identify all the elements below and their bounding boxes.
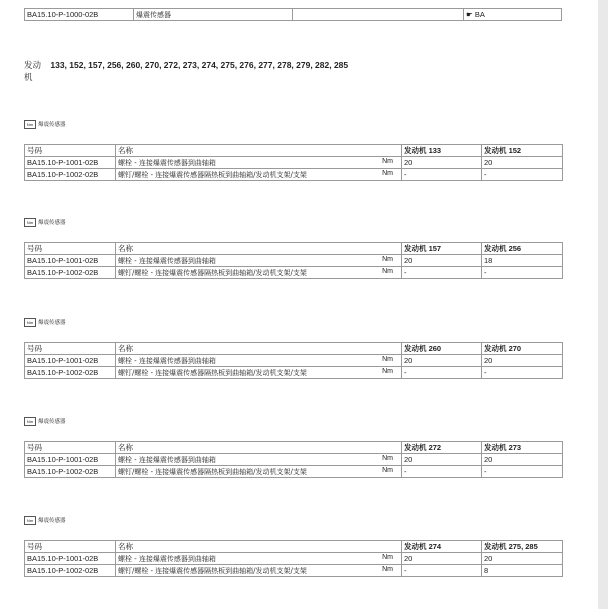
table-header-row <box>25 442 563 454</box>
unit-label: Nm <box>382 355 393 363</box>
part-name: 螺栓 - 连接爆震传感器到曲轴箱 <box>118 455 216 464</box>
engines-label: 发动机 <box>24 60 42 82</box>
unit-label: Nm <box>382 157 393 165</box>
engines-heading <box>24 59 348 83</box>
part-code: BA15.10-P-1001-02B <box>25 355 116 367</box>
header-code: 号码 <box>25 243 116 255</box>
section-title <box>24 417 562 427</box>
table-row <box>25 565 563 577</box>
torque-value-1: 20 <box>402 255 482 267</box>
header-engine-1: 发动机 274 <box>402 541 482 553</box>
section-title-text: 爆震传感器 <box>38 219 66 226</box>
reference-link[interactable]: BA <box>474 10 485 19</box>
header-name: 名称 <box>116 243 402 255</box>
part-name: 螺栓 - 连接爆震传感器到曲轴箱 <box>118 158 216 167</box>
unit-label: Nm <box>382 169 393 177</box>
section-title <box>24 516 562 526</box>
header-engine-2: 发动机 273 <box>482 442 563 454</box>
torque-section <box>24 318 562 379</box>
torque-value-1: 20 <box>402 553 482 565</box>
section-title <box>24 218 562 228</box>
reference-table <box>24 8 562 21</box>
torque-nm-icon: Nm <box>24 516 36 525</box>
torque-value-2: 8 <box>482 565 563 577</box>
part-code: BA15.10-P-1001-02B <box>25 255 116 267</box>
torque-value-1: 20 <box>402 355 482 367</box>
torque-nm-icon: Nm <box>24 318 36 327</box>
header-name: 名称 <box>116 145 402 157</box>
unit-label: Nm <box>382 255 393 263</box>
torque-nm-icon: Nm <box>24 120 36 129</box>
part-code: BA15.10-P-1001-02B <box>25 553 116 565</box>
table-row <box>25 454 563 466</box>
part-code: BA15.10-P-1001-02B <box>25 157 116 169</box>
table-row <box>25 157 563 169</box>
unit-label: Nm <box>382 367 393 375</box>
torque-value-1: - <box>402 466 482 478</box>
part-name-cell <box>116 454 402 466</box>
header-name: 名称 <box>116 541 402 553</box>
torque-value-1: 20 <box>402 454 482 466</box>
torque-value-1: 20 <box>402 157 482 169</box>
reference-link-cell[interactable] <box>464 9 562 21</box>
torque-value-2: 20 <box>482 157 563 169</box>
part-code: BA15.10-P-1002-02B <box>25 565 116 577</box>
part-name-cell <box>116 169 402 181</box>
header-engine-2: 发动机 270 <box>482 343 563 355</box>
part-code: BA15.10-P-1002-02B <box>25 466 116 478</box>
part-name-cell <box>116 553 402 565</box>
part-code: BA15.10-P-1002-02B <box>25 267 116 279</box>
part-name-cell <box>116 565 402 577</box>
torque-value-2: 20 <box>482 553 563 565</box>
header-code: 号码 <box>25 541 116 553</box>
part-name-cell <box>116 355 402 367</box>
reference-row <box>25 9 562 21</box>
header-engine-1: 发动机 157 <box>402 243 482 255</box>
unit-label: Nm <box>382 565 393 573</box>
unit-label: Nm <box>382 454 393 462</box>
torque-value-2: 20 <box>482 454 563 466</box>
part-name: 螺钉/螺栓 - 连接爆震传感器隔热板到曲轴箱/发动机支架/支架 <box>118 368 307 377</box>
header-code: 号码 <box>25 442 116 454</box>
part-name-cell <box>116 157 402 169</box>
torque-section <box>24 218 562 279</box>
torque-table <box>24 242 563 279</box>
table-row <box>25 553 563 565</box>
part-name: 螺钉/螺栓 - 连接爆震传感器隔热板到曲轴箱/发动机支架/支架 <box>118 170 307 179</box>
part-code: BA15.10-P-1002-02B <box>25 367 116 379</box>
part-name-cell <box>116 267 402 279</box>
torque-value-2: - <box>482 267 563 279</box>
torque-table <box>24 441 563 478</box>
part-name: 螺栓 - 连接爆震传感器到曲轴箱 <box>118 356 216 365</box>
section-title-text: 爆震传感器 <box>38 517 66 524</box>
header-name: 名称 <box>116 442 402 454</box>
torque-value-2: 18 <box>482 255 563 267</box>
torque-value-1: - <box>402 367 482 379</box>
table-header-row <box>25 343 563 355</box>
header-engine-1: 发动机 272 <box>402 442 482 454</box>
torque-nm-icon: Nm <box>24 218 36 227</box>
part-name: 螺钉/螺栓 - 连接爆震传感器隔热板到曲轴箱/发动机支架/支架 <box>118 467 307 476</box>
torque-section <box>24 120 562 181</box>
table-header-row <box>25 243 563 255</box>
torque-table <box>24 144 563 181</box>
part-name: 螺钉/螺栓 - 连接爆震传感器隔热板到曲轴箱/发动机支架/支架 <box>118 268 307 277</box>
section-title-text: 爆震传感器 <box>38 418 66 425</box>
section-title <box>24 120 562 130</box>
reference-empty-cell <box>293 9 464 21</box>
torque-nm-icon: Nm <box>24 417 36 426</box>
part-name-cell <box>116 466 402 478</box>
header-code: 号码 <box>25 343 116 355</box>
table-row <box>25 367 563 379</box>
engines-list: 133, 152, 157, 256, 260, 270, 272, 273, 274, 275, 276, 277, 278, 279, 282, 285 <box>50 60 349 70</box>
header-name: 名称 <box>116 343 402 355</box>
torque-value-2: 20 <box>482 355 563 367</box>
reference-code: BA15.10-P-1000-02B <box>25 9 134 21</box>
part-code: BA15.10-P-1001-02B <box>25 454 116 466</box>
table-row <box>25 466 563 478</box>
torque-table <box>24 540 563 577</box>
table-row <box>25 255 563 267</box>
part-name-cell <box>116 255 402 267</box>
part-name: 螺栓 - 连接爆震传感器到曲轴箱 <box>118 256 216 265</box>
unit-label: Nm <box>382 466 393 474</box>
torque-value-1: - <box>402 169 482 181</box>
part-code: BA15.10-P-1002-02B <box>25 169 116 181</box>
table-header-row <box>25 541 563 553</box>
header-engine-2: 发动机 256 <box>482 243 563 255</box>
table-header-row <box>25 145 563 157</box>
header-code: 号码 <box>25 145 116 157</box>
torque-section <box>24 516 562 577</box>
torque-section <box>24 417 562 478</box>
section-title <box>24 318 562 328</box>
header-engine-2: 发动机 152 <box>482 145 563 157</box>
torque-table <box>24 342 563 379</box>
header-engine-2: 发动机 275, 285 <box>482 541 563 553</box>
table-row <box>25 267 563 279</box>
torque-value-2: - <box>482 466 563 478</box>
reference-name: 爆震传感器 <box>134 9 293 21</box>
header-engine-1: 发动机 133 <box>402 145 482 157</box>
part-name: 螺栓 - 连接爆震传感器到曲轴箱 <box>118 554 216 563</box>
unit-label: Nm <box>382 553 393 561</box>
torque-value-2: - <box>482 169 563 181</box>
header-engine-1: 发动机 260 <box>402 343 482 355</box>
table-row <box>25 355 563 367</box>
part-name-cell <box>116 367 402 379</box>
part-name: 螺钉/螺栓 - 连接爆震传感器隔热板到曲轴箱/发动机支架/支架 <box>118 566 307 575</box>
pointer-icon: ☛ <box>466 10 473 19</box>
table-row <box>25 169 563 181</box>
unit-label: Nm <box>382 267 393 275</box>
vertical-scrollbar[interactable] <box>598 0 608 609</box>
section-title-text: 爆震传感器 <box>38 319 66 326</box>
torque-value-2: - <box>482 367 563 379</box>
torque-value-1: - <box>402 565 482 577</box>
section-title-text: 爆震传感器 <box>38 121 66 128</box>
torque-value-1: - <box>402 267 482 279</box>
